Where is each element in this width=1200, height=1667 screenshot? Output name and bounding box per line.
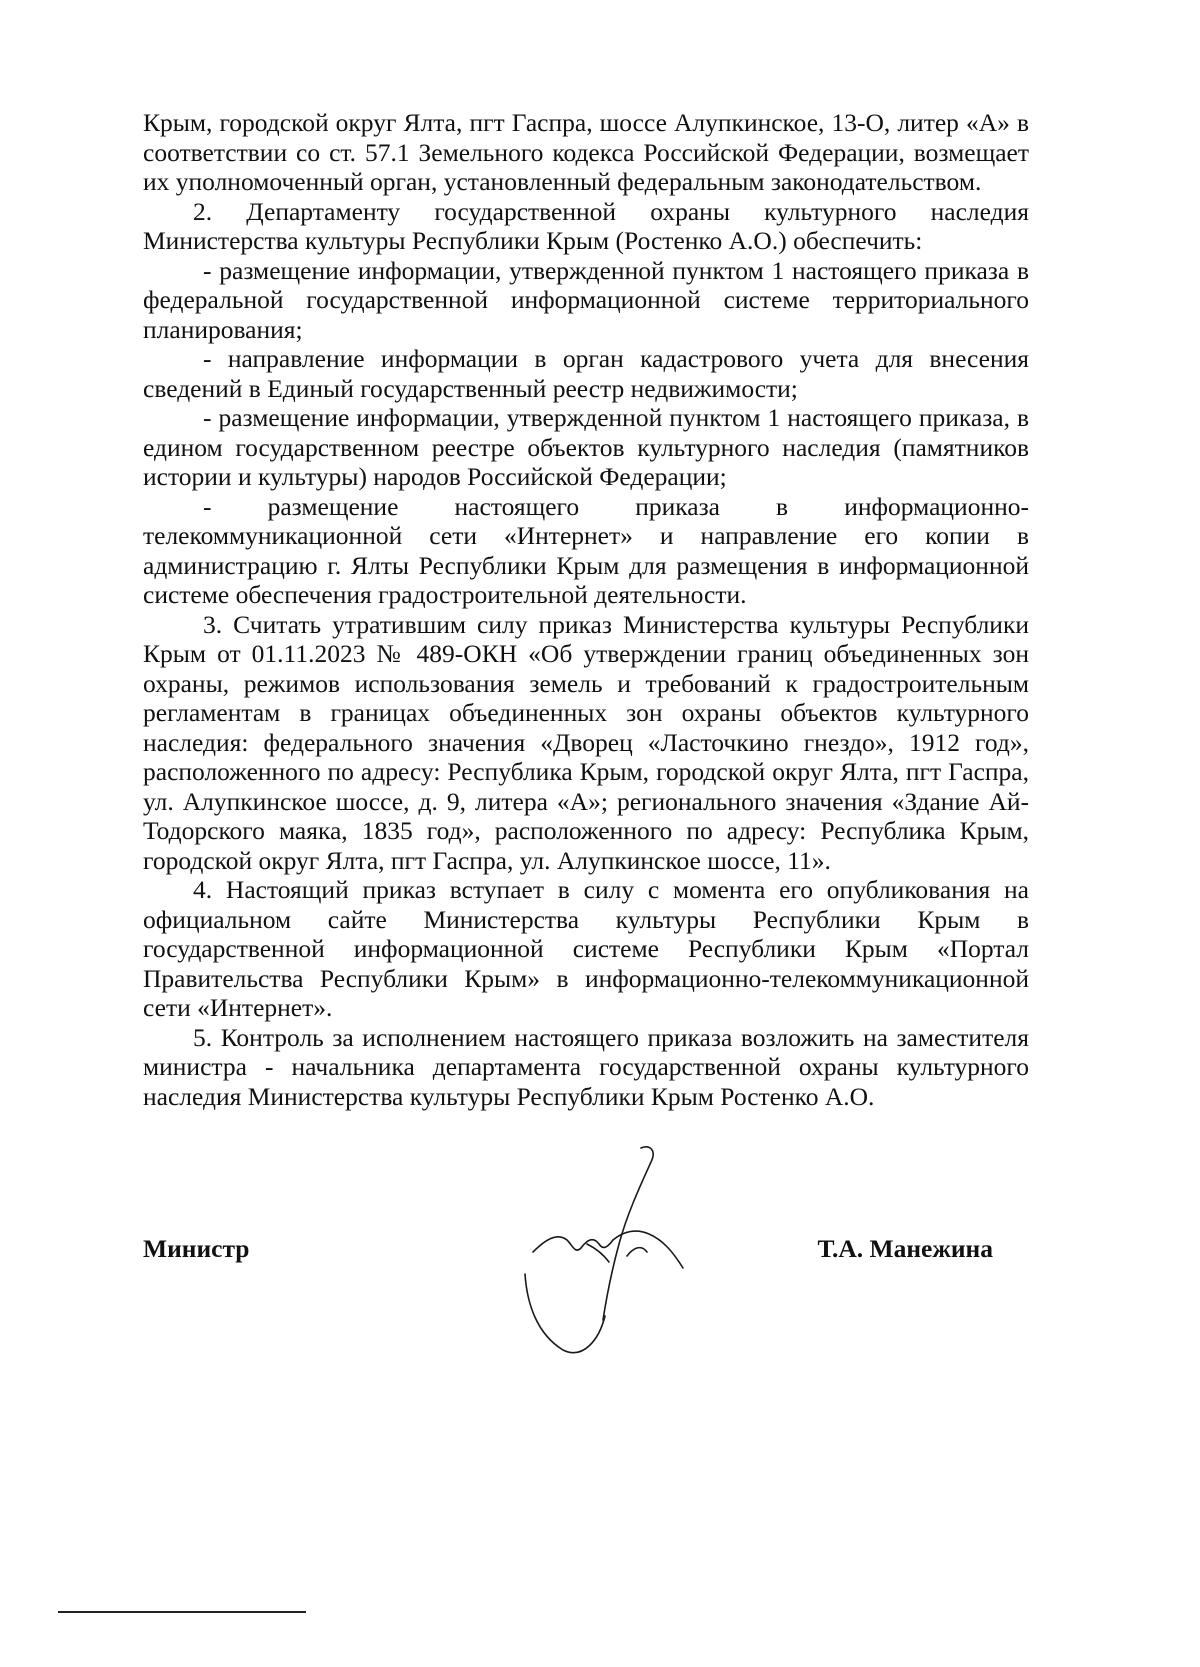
paragraph-item-4: 4. Настоящий приказ вступает в силу с момента его опубликования на официальном сайте Министерства культуры Республики Крым в государственной информационной системе Республики Крым «Портал Правительства Республики Крым» в информационно-телекоммуникационной сети «Интернет». bbox=[143, 875, 1029, 1022]
signature-block bbox=[143, 1224, 1029, 1374]
signer-title: Министр bbox=[143, 1234, 250, 1263]
paragraph-subitem-3: - размещение информации, утвержденной пунктом 1 настоящего приказа, в едином государственном реестре объектов культурного наследия (памятников истории и культуры) народов Российской Федерации; bbox=[143, 403, 1029, 491]
paragraph-continuation: Крым, городской округ Ялта, пгт Гаспра, шоссе Алупкинское, 13-О, литер «А» в соответствии со ст. 57.1 Земельного кодекса Российской Федерации, возмещает их уполномоченный орган, установленный федеральным законодательством. bbox=[143, 108, 1029, 196]
paragraph-subitem-1: - размещение информации, утвержденной пунктом 1 настоящего приказа в федеральной государственной информационной системе территориального планирования; bbox=[143, 255, 1029, 344]
document-body bbox=[143, 108, 1029, 1111]
paragraph-item-5: 5. Контроль за исполнением настоящего приказа возложить на заместителя министра - начальника департамента государственной охраны культурного наследия Министерства культуры Республики Крым Ростенко А.О. bbox=[143, 1022, 1029, 1111]
footnote-divider bbox=[58, 1611, 306, 1613]
handwritten-signature bbox=[523, 1144, 703, 1359]
paragraph-subitem-4: - размещение настоящего приказа в информационно-телекоммуникационной сети «Интернет» и направление его копии в администрацию г. Ялты Республики Крым для размещения в информационной системе обеспечения градостроительной деятельности. bbox=[143, 491, 1029, 609]
signer-name: Т.А. Манежина bbox=[817, 1234, 993, 1263]
paragraph-item-3: 3. Считать утратившим силу приказ Министерства культуры Республики Крым от 01.11.2023 № 489-ОКН «Об утверждении границ объединенных зон охраны, режимов использования земель и требований к градостроительным регламентам в границах объединенных зон охраны объектов культурного наследия: федерального значения «Дворец «Ласточкино гнездо», 1912 год», расположенного по адресу: Республика Крым, городской округ Ялта, пгт Гаспра, ул. Алупкинское шоссе, д. 9, литера «А»; регионального значения «Здание Ай-Тодорского маяка, 1835 год», расположенного по адресу: Республика Крым, городской округ Ялта, пгт Гаспра, ул. Алупкинское шоссе, 11». bbox=[143, 609, 1029, 875]
paragraph-item-2: 2. Департаменту государственной охраны культурного наследия Министерства культуры Республики Крым (Ростенко А.О.) обеспечить: bbox=[143, 196, 1029, 255]
paragraph-subitem-2: - направление информации в орган кадастрового учета для внесения сведений в Единый государственный реестр недвижимости; bbox=[143, 344, 1029, 403]
